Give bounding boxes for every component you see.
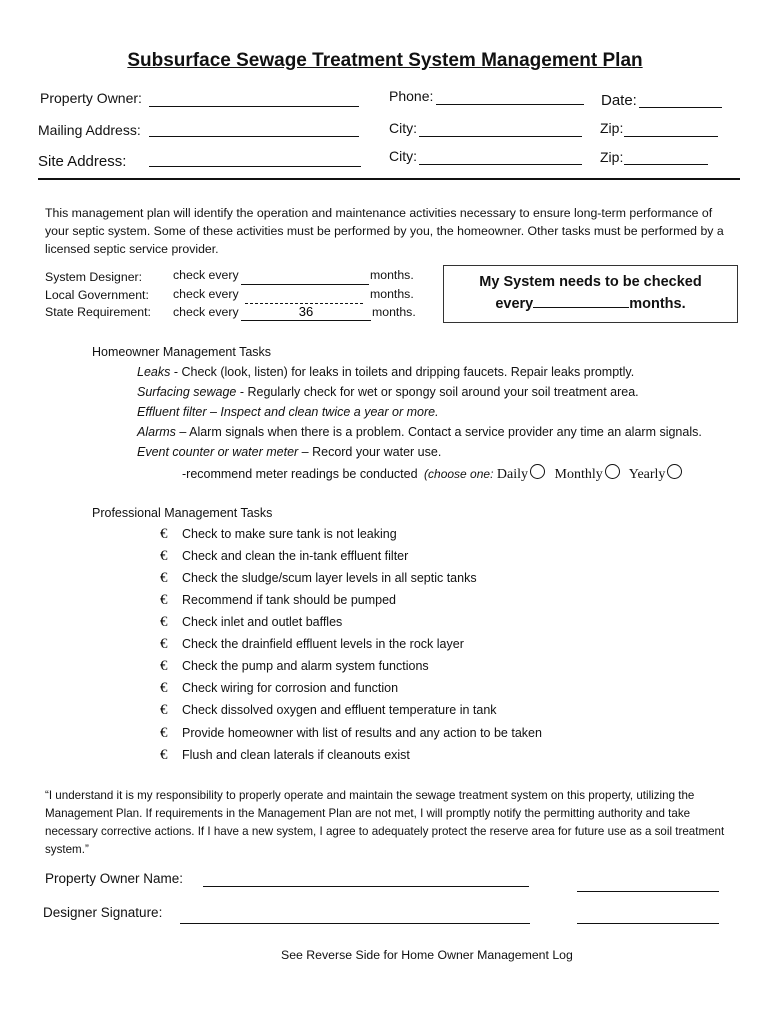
site-address-label: Site Address: <box>38 153 127 170</box>
designer-signature-field[interactable] <box>180 905 530 924</box>
check-label: System Designer: <box>45 270 143 284</box>
monthly-radio[interactable] <box>605 464 620 479</box>
header-divider <box>38 178 740 180</box>
daily-label: Daily <box>496 467 529 482</box>
check-prefix: check every <box>173 287 239 301</box>
check-suffix: months. <box>370 287 414 301</box>
professional-heading: Professional Management Tasks <box>92 506 273 520</box>
meter-text: -recommend meter readings be conducted <box>182 467 418 481</box>
homeowner-task: Effluent filter – Inspect and clean twice a year or more. <box>137 405 439 419</box>
professional-task: € Check and clean the in-tank effluent filter <box>160 548 409 564</box>
homeowner-task: Alarms – Alarm signals when there is a problem. Contact a service provider any time an alarm signals. <box>137 425 702 439</box>
homeowner-heading: Homeowner Management Tasks <box>92 345 272 359</box>
daily-radio[interactable] <box>530 464 545 479</box>
homeowner-task: Surfacing sewage - Regularly check for wet or spongy soil around your soil treatment area. <box>137 385 639 399</box>
zip-field-2[interactable] <box>624 146 708 165</box>
professional-task: € Flush and clean laterals if cleanouts exist <box>160 747 410 763</box>
box-months-blank[interactable] <box>533 293 629 308</box>
intro-paragraph: This management plan will identify the operation and maintenance activities necessary to ensure long-term performance of your septic system. Some of these activities must be performed by you, the homeowner. Other tasks must be performed by a licensed septic service provider. <box>45 206 724 256</box>
professional-task: € Check wiring for corrosion and function <box>160 680 399 696</box>
zip-label-1: Zip: <box>600 120 624 136</box>
phone-label: Phone: <box>389 88 434 104</box>
owner-name-label: Property Owner Name: <box>45 871 184 886</box>
city-label-1: City: <box>389 120 417 136</box>
site-address-field[interactable] <box>149 148 361 167</box>
footer-note: See Reverse Side for Home Owner Management Log <box>281 948 573 962</box>
check-label: Local Government: <box>45 288 149 302</box>
page-title: Subsurface Sewage Treatment System Management Plan <box>127 50 643 71</box>
responsibility-statement: “I understand it is my responsibility to properly operate and maintain the sewage treatment system on this property, utilizing the Management Plan. If requirements in the Management Plan are not met, I will promptly notify the permitting authority and take necessary corrective actions. If I have a new system, I agree to adequately protect the reserve area for future use as a soil treatment system.” <box>45 789 725 856</box>
homeowner-task: Event counter or water meter – Record your water use. <box>137 445 442 459</box>
professional-task: € Check the drainfield effluent levels in the rock layer <box>160 636 464 652</box>
mailing-address-field[interactable] <box>149 118 359 137</box>
box-line-1: My System needs to be checked <box>479 274 702 290</box>
meter-reading-row <box>182 464 688 483</box>
owner-date-field[interactable] <box>577 873 719 892</box>
property-owner-label: Property Owner: <box>40 90 142 106</box>
owner-name-field[interactable] <box>203 868 529 887</box>
zip-label-2: Zip: <box>600 149 624 165</box>
date-label: Date: <box>601 92 637 109</box>
check-prefix: check every <box>173 305 239 319</box>
phone-field[interactable] <box>436 86 584 105</box>
professional-task: € Check the pump and alarm system functions <box>160 658 429 674</box>
check-label: State Requirement: <box>45 305 151 319</box>
professional-task: € Check the sludge/scum layer levels in all septic tanks <box>160 570 477 586</box>
professional-task: € Check to make sure tank is not leaking <box>160 526 397 542</box>
professional-task: € Provide homeowner with list of results and any action to be taken <box>160 725 542 741</box>
check-suffix: months. <box>372 305 416 319</box>
professional-task: € Recommend if tank should be pumped <box>160 592 397 608</box>
box-line-2: every months. <box>444 293 737 315</box>
professional-task: € Check inlet and outlet baffles <box>160 614 343 630</box>
zip-field-1[interactable] <box>624 118 718 137</box>
homeowner-task: Leaks - Check (look, listen) for leaks in toilets and dripping faucets. Repair leaks promptly. <box>137 365 635 379</box>
check-suffix: months. <box>370 268 414 282</box>
choose-one-text: (choose one: <box>424 467 494 481</box>
designer-months-field[interactable] <box>241 266 369 285</box>
date-field[interactable] <box>639 89 722 108</box>
city-field-2[interactable] <box>419 146 582 165</box>
yearly-label: Yearly <box>628 467 666 482</box>
property-owner-field[interactable] <box>149 88 359 107</box>
designer-signature-label: Designer Signature: <box>43 905 163 920</box>
designer-date-field[interactable] <box>577 905 719 924</box>
check-prefix: check every <box>173 268 239 282</box>
city-label-2: City: <box>389 148 417 164</box>
city-field-1[interactable] <box>419 118 582 137</box>
monthly-label: Monthly <box>554 467 603 482</box>
professional-task: € Check dissolved oxygen and effluent temperature in tank <box>160 702 497 718</box>
state-months-field[interactable] <box>241 302 371 321</box>
yearly-radio[interactable] <box>667 464 682 479</box>
system-check-box <box>443 265 738 323</box>
mailing-address-label: Mailing Address: <box>38 122 141 138</box>
